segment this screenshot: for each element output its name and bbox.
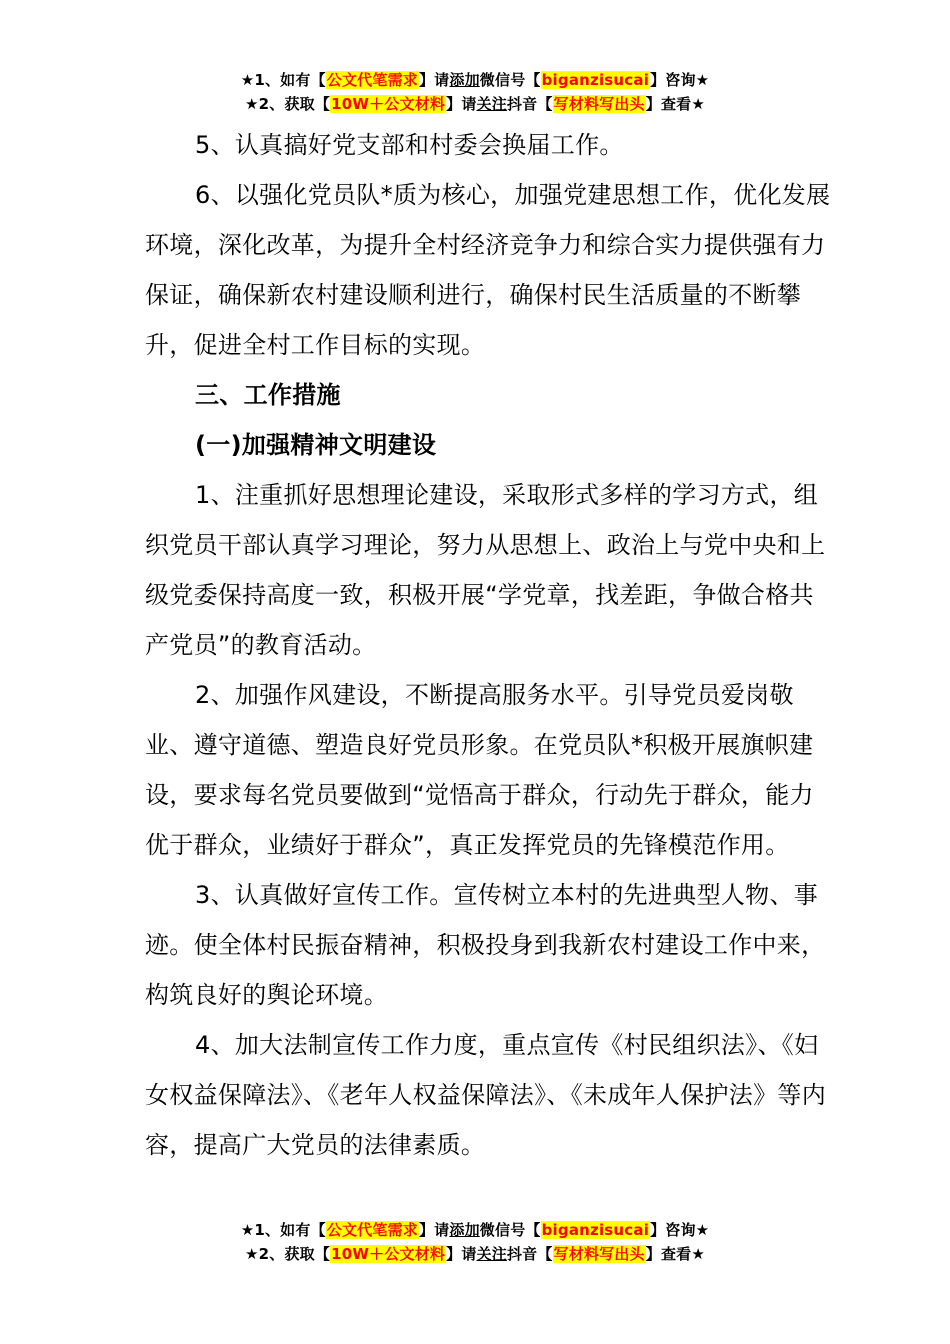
document-body bbox=[145, 120, 835, 1170]
section-heading-measures: 三、工作措施 bbox=[195, 381, 341, 409]
highlight-wechat-id: biganzisucai bbox=[541, 1221, 650, 1239]
measure-paragraph-3: 3、认真做好宣传工作。宣传树立本村的先进典型人物、事迹。使全体村民振奋精神，积极投身到我新农村建设工作中来，构筑良好的舆论环境。 bbox=[145, 881, 826, 1009]
highlight-ghostwriting: 公文代笔需求 bbox=[326, 1221, 418, 1239]
highlight-douyin: 写材料写出头 bbox=[553, 1245, 645, 1263]
highlight-materials: 10W＋公文材料 bbox=[331, 95, 446, 113]
measure-paragraph-1: 1、注重抓好思想理论建设，采取形式多样的学习方式，组织党员干部认真学习理论，努力从思想上、政治上与党中央和上级党委保持高度一致，积极开展“学党章，找差距，争做合格共产党员”的教育活动。 bbox=[145, 481, 826, 659]
banner-line-2: ★2、获取【10W＋公文材料】请关注抖音【写材料写出头】查看★ bbox=[245, 1245, 705, 1263]
measure-paragraph-4: 4、加大法制宣传工作力度，重点宣传《村民组织法》、《妇女权益保障法》、《老年人权益保障法》、《未成年人保护法》等内容，提高广大党员的法律素质。 bbox=[145, 1031, 826, 1159]
highlight-wechat-id: biganzisucai bbox=[541, 71, 650, 89]
footer-banner bbox=[0, 1218, 950, 1266]
header-banner bbox=[0, 68, 950, 116]
highlight-ghostwriting: 公文代笔需求 bbox=[326, 71, 418, 89]
banner-line-2: ★2、获取【10W＋公文材料】请关注抖音【写材料写出头】查看★ bbox=[245, 95, 705, 113]
banner-line-1: ★1、如有【公文代笔需求】请添加微信号【biganzisucai】咨询★ bbox=[240, 71, 710, 89]
subsection-heading-civilization: (一)加强精神文明建设 bbox=[195, 431, 437, 459]
measure-paragraph-2: 2、加强作风建设，不断提高服务水平。引导党员爱岗敬业、遵守道德、塑造良好党员形象。在党员队*积极开展旗帜建设，要求每名党员要做到“觉悟高于群众，行动先于群众，能力优于群众，业绩好于群众”，真正发挥党员的先锋模范作用。 bbox=[145, 681, 814, 859]
banner-line-1: ★1、如有【公文代笔需求】请添加微信号【biganzisucai】咨询★ bbox=[240, 1221, 710, 1239]
highlight-douyin: 写材料写出头 bbox=[553, 95, 645, 113]
paragraph-5: 5、认真搞好党支部和村委会换届工作。 bbox=[195, 131, 624, 159]
paragraph-6: 6、以强化党员队*质为核心，加强党建思想工作，优化发展环境，深化改革，为提升全村经济竞争力和综合实力提供强有力保证，确保新农村建设顺利进行，确保村民生活质量的不断攀升，促进全村工作目标的实现。 bbox=[145, 181, 831, 359]
highlight-materials: 10W＋公文材料 bbox=[331, 1245, 446, 1263]
